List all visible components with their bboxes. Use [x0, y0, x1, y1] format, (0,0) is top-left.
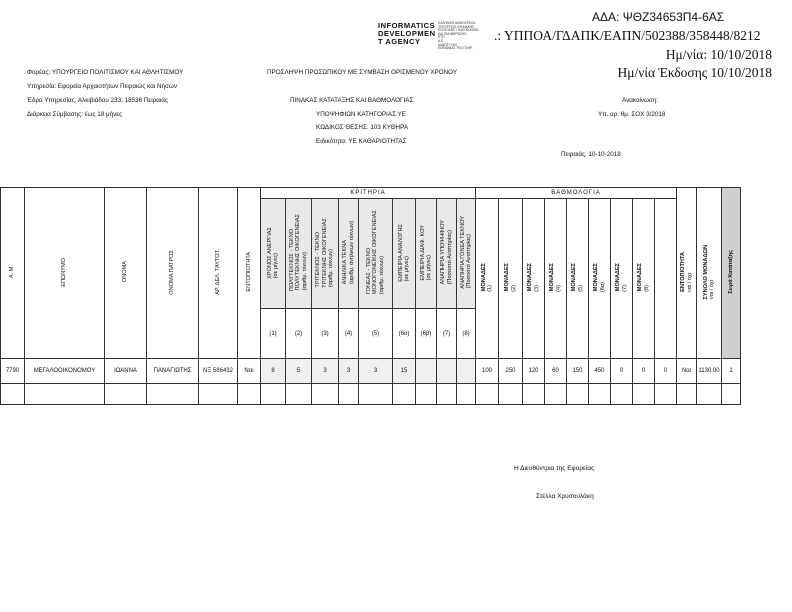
score-col-6a: ΜΟΝΑΔΕΣ(6α): [589, 199, 611, 359]
cell-score: 120: [523, 359, 545, 384]
signature-name: Στέλλα Χρυσουλάκη: [536, 493, 594, 500]
cell-criteria: 5: [286, 359, 312, 384]
agency-logo: [378, 22, 498, 58]
crit-idx: (1): [261, 309, 286, 359]
position-code: ΚΩΔΙΚΟΣ ΘΕΣΗΣ: 103 ΚΥΘΗΡΑ: [316, 124, 409, 131]
col-total: ΣΥΝΟΛΟ ΜΟΝΑΔΩΝναι / όχι: [697, 188, 722, 359]
logo-wordmark: INFORMATICS DEVELOPMEN T AGENCY: [378, 21, 436, 46]
score-col-8: ΜΟΝΑΔΕΣ(8): [633, 199, 655, 359]
cell-surname: ΜΕΓΑΛΟΟΙΚΟΝΟΜΟΥ: [25, 359, 105, 384]
service-field: Υπηρεσία: Εφορεία Αρχαιοτήτων Πειραιώς και Νήσων: [27, 83, 177, 90]
cell-score: 0: [633, 359, 655, 384]
score-col-3: ΜΟΝΑΔΕΣ(3): [523, 199, 545, 359]
crit-idx: (6α): [393, 309, 416, 359]
seat-field: Έδρα Υπηρεσίας: Αλκιβιάδου 233, 18536 Πειραιάς: [27, 97, 168, 104]
col-local2: ΕΝΤΟΠΙΟΤΗΤΑναι / όχι: [677, 188, 697, 359]
crit-experience: ΕΜΠΕΙΡΙΑ ΑΝΑΛΟΓΗΣ(σε μήνες): [393, 199, 416, 309]
cell-score: 60: [545, 359, 567, 384]
cell-criteria: 8: [261, 359, 286, 384]
crit-idx: (6β): [416, 309, 437, 359]
score-col-1: ΜΟΝΑΔΕΣ(1): [476, 199, 499, 359]
cell-score: 100: [476, 359, 499, 384]
cell-local2: Ναι: [677, 359, 697, 384]
cell-criteria: 3: [312, 359, 339, 384]
score-col-4: ΜΟΝΑΔΕΣ(4): [545, 199, 567, 359]
crit-three-children: ΤΡΙΤΕΚΝΟΣ - ΤΕΚΝΟΤΡΙΤΕΚΝΗΣ ΟΙΚΟΓΕΝΕΙΑΣ(αριθμ. τέκνων): [312, 199, 339, 309]
document-date: Ημ/νία: 10/10/2018: [665, 47, 772, 62]
issue-date: Ημ/νία Έκδοσης 10/10/2018: [617, 65, 772, 80]
crit-idx: (7): [437, 309, 457, 359]
cell-am: 7790: [1, 359, 25, 384]
cell-criteria: [437, 359, 457, 384]
score-col-blank: [655, 199, 677, 359]
crit-idx: (4): [339, 309, 359, 359]
crit-parent-disability: ΑΝΑΠΗΡΙΑ ΓΟΝΕΑ ΤΕΚΝΟΥ(Ποσοστό Αναπηρίας): [457, 199, 476, 309]
crit-idx: (8): [457, 309, 476, 359]
score-col-5: ΜΟΝΑΔΕΣ(5): [567, 199, 589, 359]
recruitment-heading: ΠΡΟΣΛΗΨΗ ΠΡΟΣΩΠΙΚΟΥ ΜΕ ΣΥΜΒΑΣΗ ΟΡΙΣΜΕΝΟΥ ΧΡΟΝΟΥ: [267, 69, 458, 76]
cell-criteria: 3: [359, 359, 393, 384]
cell-total: 1130.00: [697, 359, 722, 384]
protocol-number: .: ΥΠΠΟΑ/ΓΔΑΠΚ/ΕΑΠΝ/502388/358448/8212: [494, 28, 761, 43]
cell-rank: 1: [722, 359, 741, 384]
duration-field: Διάρκεια Σύμβασης: έως 18 μήνες: [27, 111, 123, 118]
crit-minor-children: ΑΝΗΛΙΚΑ ΤΕΚΝΑ(αριθμ. ανήλικων τέκνων): [339, 199, 359, 309]
crit-idx: (5): [359, 309, 393, 359]
col-id: ΑΡ. ΔΕΛ. ΤΑΥΤΟΤ.: [199, 188, 238, 359]
cell-score: 250: [499, 359, 523, 384]
scores-group-header: ΒΑΘΜΟΛΟΓΙΑ: [476, 188, 677, 199]
place-date: Πειραιάς, 10-10-2018: [561, 151, 621, 158]
score-col-7: ΜΟΝΑΔΕΣ(7): [611, 199, 633, 359]
signature-title: Η Διευθύντρια της Εφορείας: [514, 465, 595, 472]
col-surname: ΕΠΩΝΥΜΟ: [25, 188, 105, 359]
col-name: ΟΝΟΜΑ: [105, 188, 147, 359]
specialty: Ειδικότητα: ΥΕ ΚΑΘΑΡΙΟΤΗΤΑΣ: [316, 138, 407, 145]
cell-score: 0: [655, 359, 677, 384]
logo-fine-print: ΕΛΛΗΝΙΚΗ ΔΗΜΟΚΡΑΤΙΑ ΥΠΟΥΡΓΕΙΟ ΨΗΦΙΑΚΗΣ ΠΟΛΙΤΙΚΗΣ ΤΗΛΕΠΙΚ/ΝΙΩΝ ΚΑΙ ΕΝΗΜΕΡΩΣΗΣ ΚΤΠ Α.Ε. ΑΝΑΠΤΥΞΗΣ ΚΟΙΝΩΝΙΑΣ ΤΗΣ ΠΛΗΡ.: [438, 21, 479, 51]
crit-idx: (2): [286, 309, 312, 359]
announcement-number: Υπ. αρ. θμ. ΣΟΧ 3/2018: [598, 111, 666, 118]
criteria-group-header: ΚΡΙΤΗΡΙΑ: [261, 188, 476, 199]
cell-local: Ναι: [238, 359, 261, 384]
col-rank: Σειρά Κατάταξης: [722, 188, 741, 359]
announcement-label: Ανακοίνωση:: [622, 97, 659, 104]
cell-score: 450: [589, 359, 611, 384]
cell-criteria: [457, 359, 476, 384]
table-title: ΠΙΝΑΚΑΣ ΚΑΤΑΤΑΞΗΣ ΚΑΙ ΒΑΘΜΟΛΟΓΙΑΣ: [290, 97, 414, 104]
crit-disability: ΑΝΑΠΗΡΙΑ ΥΠΟΨΗΦΙΟΥ(Ποσοστό Αναπηρίας): [437, 199, 457, 309]
cell-father: ΠΑΝΑΓΙΩΤΗΣ: [147, 359, 199, 384]
crit-experience-other: ΕΜΠΕΙΡΙΑ ΔΙΑΦ. ΚΟΥ(σε μήνες): [416, 199, 437, 309]
cell-score: 0: [611, 359, 633, 384]
col-father: ΟΝΟΜΑ ΠΑΤΡΟΣ: [147, 188, 199, 359]
ada-code: ΑΔΑ: ΨΘΖ34653Π4-6ΑΣ: [592, 10, 725, 24]
candidates-category: ΥΠΟΨΗΦΙΩΝ ΚΑΤΗΓΟΡΙΑΣ ΥΕ: [316, 111, 407, 118]
cell-score: 150: [567, 359, 589, 384]
cell-id: ΝΞ 586432: [199, 359, 238, 384]
cell-criteria: [416, 359, 437, 384]
col-local: ΕΝΤΟΠΙΟΤΗΤΑ: [238, 188, 261, 359]
score-col-2: ΜΟΝΑΔΕΣ(2): [499, 199, 523, 359]
cell-criteria: 15: [393, 359, 416, 384]
crit-single-parent: ΓΟΝΕΑΣ - ΤΕΚΝΟΜΟΝΟΓΟΝΕΪΚΗΣ ΟΙΚΟΓΕΝΕΙΑΣ(αριθμ. τέκνων): [359, 199, 393, 309]
col-am: Α. Μ.: [1, 188, 25, 359]
group-header-row: [1, 188, 741, 199]
crit-unemployment: ΧΡΟΝΟΣ ΑΝΕΡΓΙΑΣ(σε μήνες): [261, 199, 286, 309]
cell-name: ΙΩΑΝΝΑ: [105, 359, 147, 384]
table-row: [1, 359, 741, 384]
cell-criteria: 3: [339, 359, 359, 384]
crit-large-family: ΠΟΛΥΤΕΚΝΟΣ - ΤΕΚΝΟΠΟΛΥΤΕΚΝΗΣ ΟΙΚΟΓΕΝΕΙΑΣ(αριθμ. τέκνων): [286, 199, 312, 309]
empty-row: [1, 384, 741, 405]
agency-field: Φορέας: ΥΠΟΥΡΓΕΙΟ ΠΟΛΙΤΙΣΜΟΥ ΚΑΙ ΑΘΛΗΤΙΣΜΟΥ: [27, 69, 184, 76]
ranking-table: [0, 187, 741, 405]
crit-idx: (3): [312, 309, 339, 359]
